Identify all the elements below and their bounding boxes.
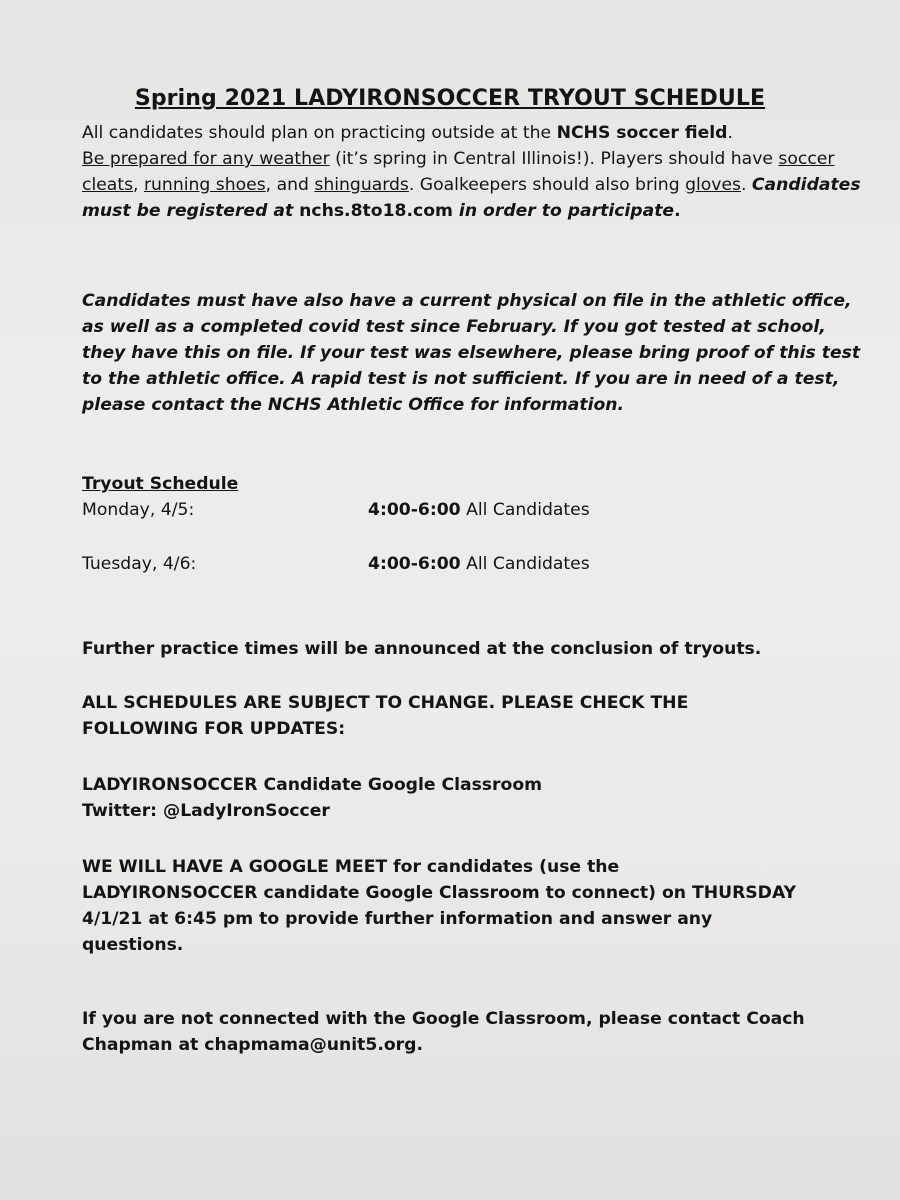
weather-note: Be prepared for any weather <box>82 149 330 169</box>
cleats-item: soccer cleats <box>82 149 835 195</box>
schedule-day: Monday, 4/5: <box>82 500 195 520</box>
meet-line: questions. <box>82 935 184 955</box>
meet-line: 4/1/21 at 6:45 pm to provide further information and answer any <box>82 909 713 929</box>
schedule-time: 4:00-6:00 <box>368 554 461 574</box>
intro-paragraph <box>82 120 862 224</box>
weather-rest: (it’s spring in Central Illinois!). Players should have <box>329 149 779 169</box>
physical-paragraph: Candidates must have also have a current physical on file in the athletic office, as well as a completed covid test since February. If you got tested at school, they have this on file. If your test was elsewhere, please bring proof of this test to the athletic office. A rapid test is not sufficient. If you are in need of a test, please contact the NCHS Athletic Office for information. <box>82 291 861 415</box>
schedule-time-group <box>368 554 590 574</box>
update-sources <box>82 772 862 824</box>
further-practice-note: Further practice times will be announced at the conclusion of tryouts. <box>82 639 762 659</box>
schedule-group: All Candidates <box>460 554 590 574</box>
schedule-day: Tuesday, 4/6: <box>82 554 197 574</box>
field-name: NCHS soccer field <box>556 123 728 143</box>
page-title: Spring 2021 LADYIRONSOCCER TRYOUT SCHEDULE <box>134 86 766 111</box>
google-meet-paragraph <box>82 854 862 958</box>
registration-site: nchs.8to18.com <box>299 201 453 221</box>
twitter-source: Twitter: @LadyIronSoccer <box>82 801 330 821</box>
gloves-item: gloves <box>685 175 741 195</box>
separator: , and <box>265 175 315 195</box>
contact-line: If you are not connected with the Google Classroom, please contact Coach <box>82 1009 805 1029</box>
shinguards-item: shinguards <box>314 175 409 195</box>
schedule-group: All Candidates <box>460 500 590 520</box>
meet-line: LADYIRONSOCCER candidate Google Classroom to connect) on THURSDAY <box>82 883 797 903</box>
schedule-row <box>82 500 862 526</box>
schedule-row <box>82 554 862 580</box>
schedule-time-group <box>368 500 590 520</box>
meet-line: WE WILL HAVE A GOOGLE MEET for candidates (use the <box>82 857 620 877</box>
goalkeeper-text: . Goalkeepers should also bring <box>408 175 686 195</box>
schedule-heading: Tryout Schedule <box>82 474 239 494</box>
schedule-time: 4:00-6:00 <box>368 500 461 520</box>
contact-paragraph <box>82 1006 862 1058</box>
registration-text-end: in order to participate <box>452 201 675 221</box>
registration-period: . <box>674 201 681 221</box>
contact-line: Chapman at chapmama@unit5.org. <box>82 1035 423 1055</box>
notice-line: ALL SCHEDULES ARE SUBJECT TO CHANGE. PLEASE CHECK THE <box>82 693 689 713</box>
notice-line: FOLLOWING FOR UPDATES: <box>82 719 346 739</box>
intro-period: . <box>727 123 733 143</box>
google-classroom-source: LADYIRONSOCCER Candidate Google Classroom <box>82 775 543 795</box>
schedule-change-notice <box>82 690 862 742</box>
intro-text: All candidates should plan on practicing outside at the <box>82 123 557 143</box>
shoes-item: running shoes <box>143 175 266 195</box>
separator: . <box>740 175 752 195</box>
registration-text: Candidates must be registered at <box>82 175 861 221</box>
separator: , <box>133 175 144 195</box>
